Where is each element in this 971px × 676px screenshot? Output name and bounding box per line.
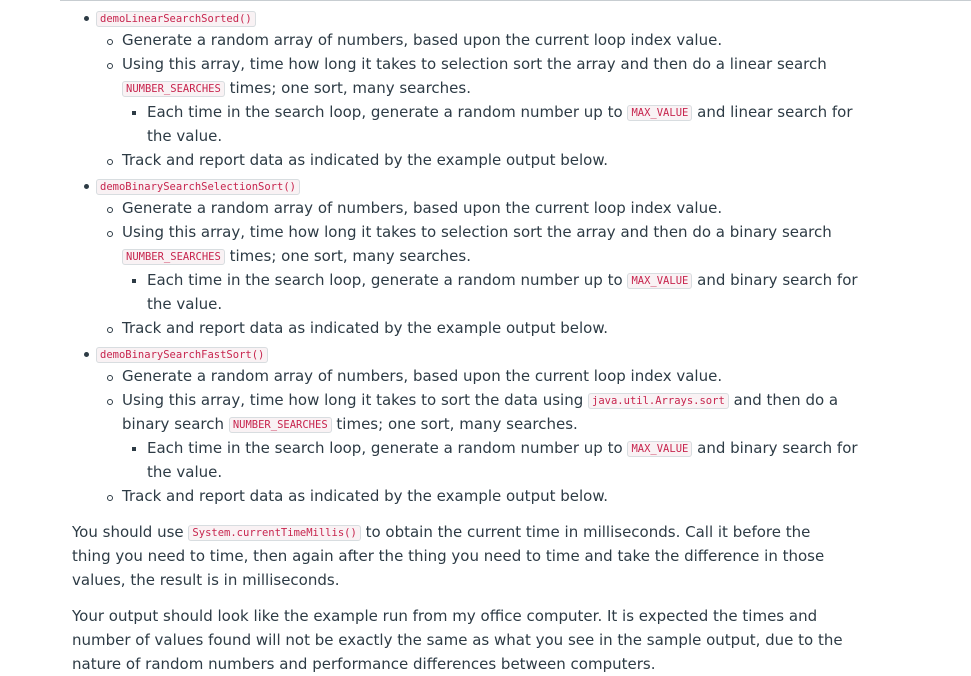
bullet-hollow-icon (107, 327, 113, 333)
constant-code: MAX_VALUE (627, 273, 692, 289)
substep-search-cont: the value. (147, 463, 223, 481)
bullet-icon (84, 352, 89, 357)
bullet-icon (84, 16, 89, 21)
constant-code: NUMBER_SEARCHES (122, 81, 225, 97)
substep-search: Each time in the search loop, generate a random number up to MAX_VALUE and binary search for (147, 439, 858, 457)
constant-code: MAX_VALUE (627, 441, 692, 457)
substep-search: Each time in the search loop, generate a random number up to MAX_VALUE and binary search for (147, 271, 858, 289)
step-track: Track and report data as indicated by the example output below. (122, 487, 608, 505)
method-name: demoLinearSearchSorted() (96, 11, 256, 27)
bullet-icon (84, 184, 89, 189)
step-time: Using this array, time how long it takes to selection sort the array and then do a linear search (122, 55, 827, 73)
method-item-binary-selection (96, 174, 300, 198)
step-generate: Generate a random array of numbers, based upon the current loop index value. (122, 199, 723, 217)
bullet-hollow-icon (107, 207, 113, 213)
bullet-hollow-icon (107, 231, 113, 237)
step-time-cont: binary search NUMBER_SEARCHES times; one sort, many searches. (122, 415, 578, 433)
method-item-binary-fast (96, 342, 268, 366)
bullet-hollow-icon (107, 63, 113, 69)
bullet-square-icon (132, 279, 136, 283)
bullet-hollow-icon (107, 39, 113, 45)
bullet-square-icon (132, 111, 136, 115)
step-time: Using this array, time how long it takes to sort the data using java.util.Arrays.sort and then do a (122, 391, 839, 409)
method-item-linear (96, 6, 256, 30)
method-name: demoBinarySearchSelectionSort() (96, 179, 300, 195)
step-track: Track and report data as indicated by the example output below. (122, 319, 608, 337)
constant-code: MAX_VALUE (627, 105, 692, 121)
step-time: Using this array, time how long it takes to selection sort the array and then do a binary search (122, 223, 832, 241)
code-snippet: java.util.Arrays.sort (588, 393, 729, 409)
constant-code: NUMBER_SEARCHES (122, 249, 225, 265)
step-track: Track and report data as indicated by the example output below. (122, 151, 608, 169)
timing-paragraph: You should use System.currentTimeMillis() to obtain the current time in milliseconds. Call it before the thing you need to time, then again after the thing you need to time and take the difference in those values, the result is in milliseconds. (72, 523, 825, 589)
top-divider (60, 0, 971, 1)
constant-code: NUMBER_SEARCHES (229, 417, 332, 433)
step-time-cont: NUMBER_SEARCHES times; one sort, many searches. (122, 244, 471, 268)
step-time-cont: NUMBER_SEARCHES times; one sort, many searches. (122, 76, 471, 100)
bullet-hollow-icon (107, 375, 113, 381)
code-snippet: System.currentTimeMillis() (188, 525, 360, 541)
bullet-hollow-icon (107, 495, 113, 501)
step-generate: Generate a random array of numbers, based upon the current loop index value. (122, 31, 723, 49)
substep-search-cont: the value. (147, 295, 223, 313)
step-generate: Generate a random array of numbers, based upon the current loop index value. (122, 367, 723, 385)
output-paragraph: Your output should look like the example run from my office computer. It is expected the times and number of values found will not be exactly the same as what you see in the sample output, due to the nature of random numbers and performance differences between computers. (72, 607, 843, 673)
bullet-hollow-icon (107, 159, 113, 165)
bullet-hollow-icon (107, 399, 113, 405)
method-name: demoBinarySearchFastSort() (96, 347, 268, 363)
substep-search: Each time in the search loop, generate a random number up to MAX_VALUE and linear search for (147, 103, 853, 121)
bullet-square-icon (132, 447, 136, 451)
substep-search-cont: the value. (147, 127, 223, 145)
